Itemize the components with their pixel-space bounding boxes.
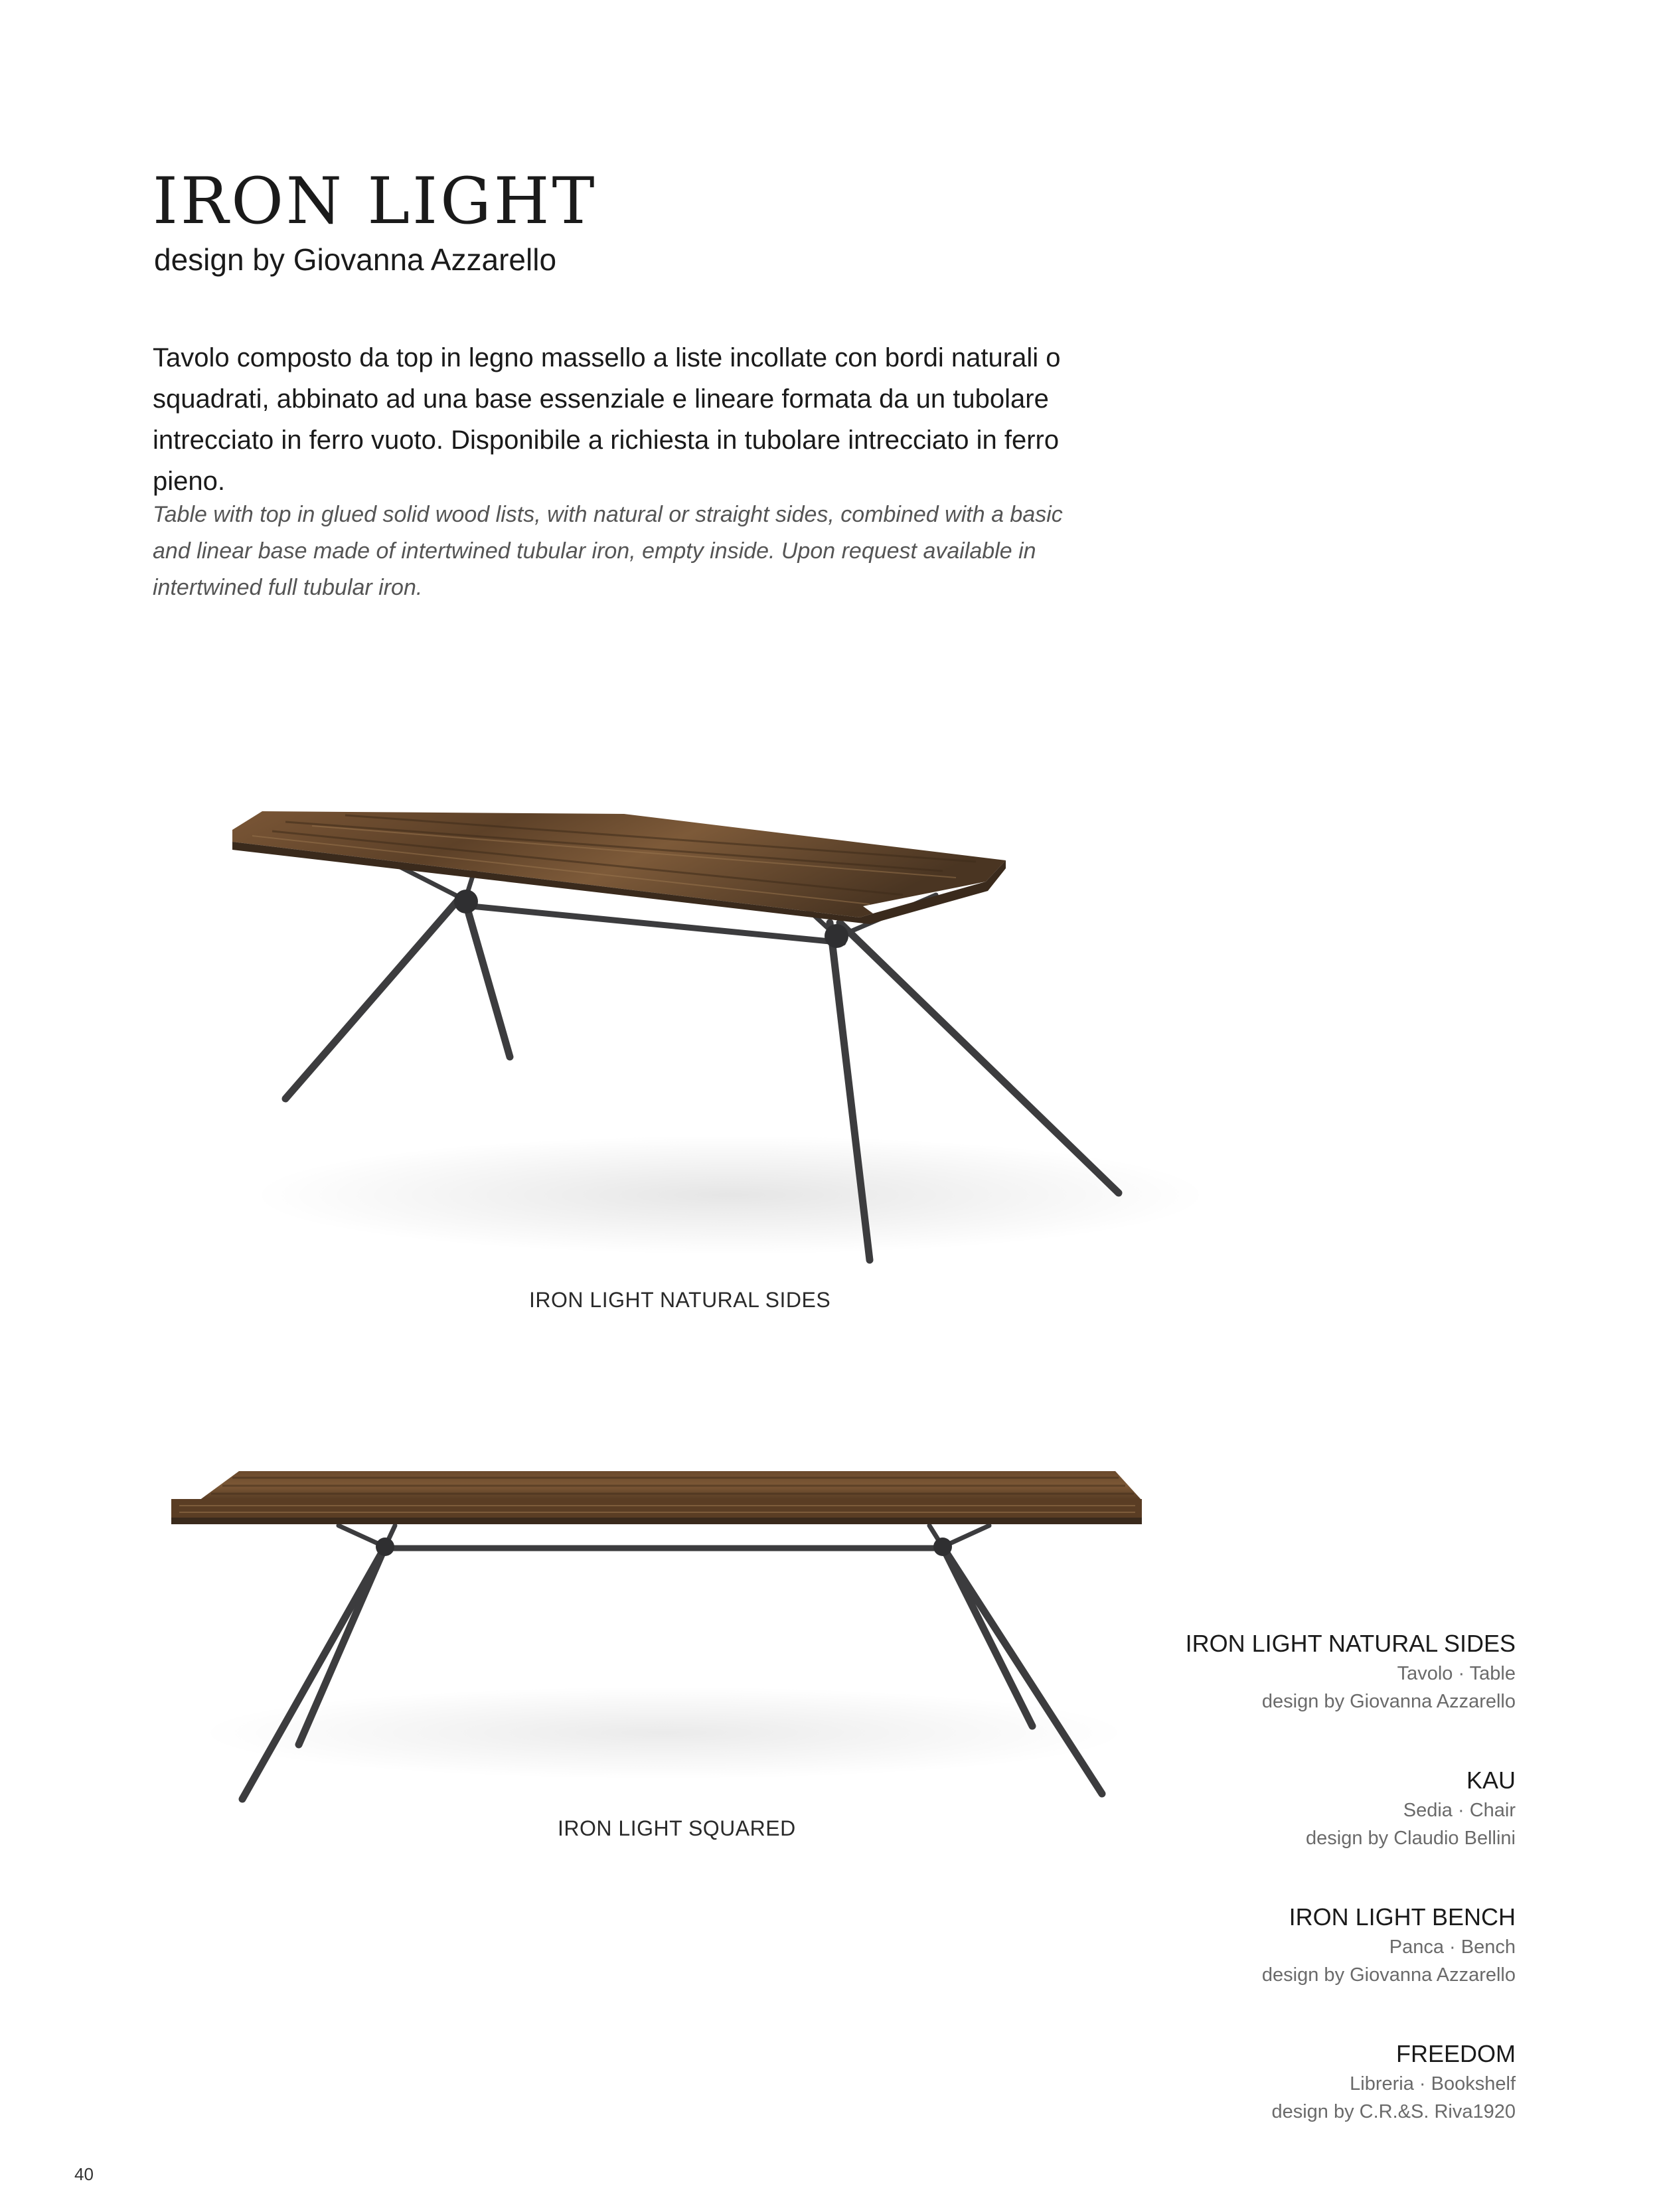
product-name: KAU [1466, 1767, 1516, 1794]
product-type: Panca · Bench [1389, 1936, 1516, 1958]
product-name: IRON LIGHT BENCH [1289, 1903, 1516, 1931]
product-designer: design by Giovanna Azzarello [1261, 1691, 1516, 1712]
page-number: 40 [74, 2164, 94, 2184]
product-item [918, 1765, 1516, 1852]
iron-light-natural-sides-photo [212, 783, 1208, 1288]
product-list [918, 1628, 1516, 2175]
photo-caption-natural-sides: IRON LIGHT NATURAL SIDES [529, 1288, 831, 1312]
product-type: Tavolo · Table [1397, 1663, 1516, 1684]
page-title: IRON LIGHT [153, 164, 597, 238]
product-designer: design by Claudio Bellini [1306, 1828, 1516, 1849]
product-item [918, 2038, 1516, 2126]
product-item [918, 1628, 1516, 1715]
product-type: Sedia · Chair [1403, 1800, 1516, 1821]
product-designer: design by Giovanna Azzarello [1261, 1964, 1516, 1986]
description-italian: Tavolo composto da top in legno massello a liste incollate con bordi naturali o squadrati, abbinato ad una base essenziale e lineare formata da un tubolare intrecciato in ferro vuoto. Disponibile a richiesta in tubolare intrecciato in ferro pieno. [153, 343, 1061, 496]
designer-subtitle: design by Giovanna Azzarello [154, 242, 557, 277]
product-name: IRON LIGHT NATURAL SIDES [1185, 1630, 1516, 1657]
product-name: FREEDOM [1396, 2040, 1516, 2067]
product-type: Libreria · Bookshelf [1350, 2073, 1516, 2094]
product-designer: design by C.R.&S. Riva1920 [1271, 2101, 1516, 2122]
product-item [918, 1901, 1516, 1989]
photo-caption-squared: IRON LIGHT SQUARED [558, 1816, 796, 1840]
description-english: Table with top in glued solid wood lists, with natural or straight sides, combined with a basic and linear base made of intertwined tubular iron, empty inside. Upon request available in intertwined full tubular iron. [153, 502, 1063, 600]
